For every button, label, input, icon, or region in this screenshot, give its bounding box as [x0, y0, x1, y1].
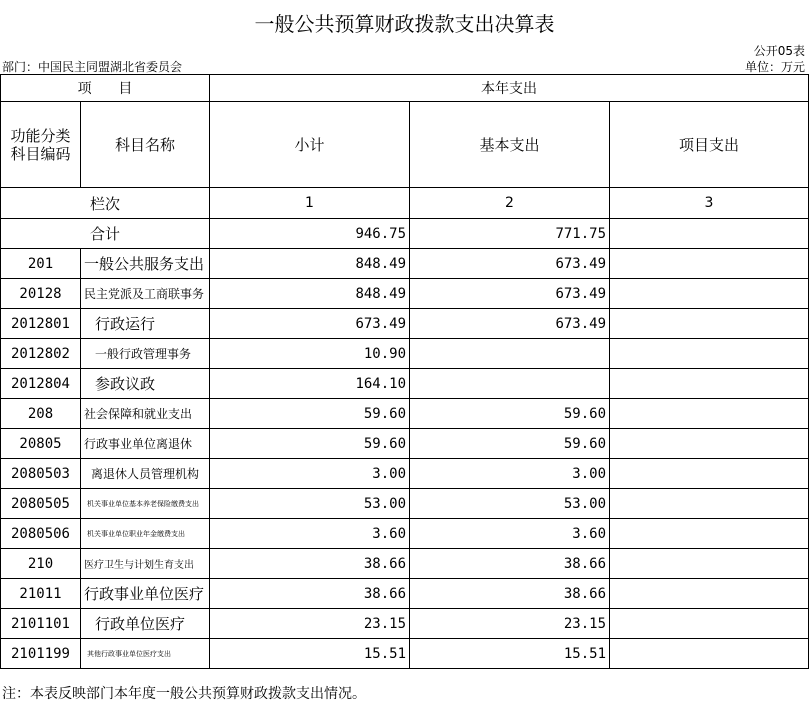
- row-basic: 59.60: [410, 399, 610, 429]
- row-name: 民主党派及工商联事务: [81, 279, 210, 309]
- header-subtotal: 小计: [210, 102, 410, 188]
- row-code: 2080503: [1, 459, 81, 489]
- row-code: 20128: [1, 279, 81, 309]
- row-project: [610, 309, 809, 339]
- row-project: [610, 519, 809, 549]
- row-subtotal: 10.90: [210, 339, 410, 369]
- table-row: [1, 519, 809, 549]
- table-row: [1, 399, 809, 429]
- row-name: 行政事业单位离退休: [81, 429, 210, 459]
- row-basic: 673.49: [410, 279, 610, 309]
- row-project: [610, 279, 809, 309]
- row-name: 医疗卫生与计划生育支出: [81, 549, 210, 579]
- row-project: [610, 249, 809, 279]
- total-subtotal: 946.75: [210, 219, 410, 249]
- row-code: 201: [1, 249, 81, 279]
- row-name: 行政运行: [81, 309, 210, 339]
- row-basic: 673.49: [410, 249, 610, 279]
- total-project: [610, 219, 809, 249]
- row-basic: 38.66: [410, 579, 610, 609]
- row-name: 行政单位医疗: [81, 609, 210, 639]
- row-project: [610, 639, 809, 669]
- table-row: [1, 459, 809, 489]
- row-subtotal: 673.49: [210, 309, 410, 339]
- header-name: 科目名称: [81, 102, 210, 188]
- row-subtotal: 3.60: [210, 519, 410, 549]
- row-name: 机关事业单位职业年金缴费支出: [81, 519, 210, 549]
- table-row: [1, 279, 809, 309]
- row-basic: 23.15: [410, 609, 610, 639]
- row-code: 210: [1, 549, 81, 579]
- row-name: 机关事业单位基本养老保险缴费支出: [81, 489, 210, 519]
- row-code: 2012801: [1, 309, 81, 339]
- row-basic: 15.51: [410, 639, 610, 669]
- row-subtotal: 59.60: [210, 399, 410, 429]
- table-row: [1, 429, 809, 459]
- row-project: [610, 429, 809, 459]
- row-project: [610, 339, 809, 369]
- row-project: [610, 579, 809, 609]
- row-project: [610, 459, 809, 489]
- row-basic: 3.60: [410, 519, 610, 549]
- row-code: 2101101: [1, 609, 81, 639]
- row-code: 2080506: [1, 519, 81, 549]
- col-number-1: 1: [210, 188, 410, 219]
- row-project: [610, 489, 809, 519]
- row-name: 其他行政事业单位医疗支出: [81, 639, 210, 669]
- header-item: 项 目: [1, 75, 210, 102]
- row-subtotal: 38.66: [210, 549, 410, 579]
- row-code: 2080505: [1, 489, 81, 519]
- unit-label: 单位：万元: [744, 60, 805, 74]
- row-basic: [410, 369, 610, 399]
- row-name: 一般公共服务支出: [81, 249, 210, 279]
- table-row: [1, 339, 809, 369]
- row-basic: 59.60: [410, 429, 610, 459]
- row-project: [610, 609, 809, 639]
- row-code: 2012802: [1, 339, 81, 369]
- row-project: [610, 549, 809, 579]
- table-row: [1, 549, 809, 579]
- row-subtotal: 38.66: [210, 579, 410, 609]
- row-name: 离退休人员管理机构: [81, 459, 210, 489]
- row-subtotal: 59.60: [210, 429, 410, 459]
- header-code: 功能分类 科目编码: [1, 102, 81, 188]
- row-name: 社会保障和就业支出: [81, 399, 210, 429]
- row-code: 208: [1, 399, 81, 429]
- row-basic: [410, 339, 610, 369]
- row-basic: 3.00: [410, 459, 610, 489]
- table-row: [1, 639, 809, 669]
- table-row: [1, 609, 809, 639]
- header-basic: 基本支出: [410, 102, 610, 188]
- row-subtotal: 23.15: [210, 609, 410, 639]
- department-label: 部门：中国民主同盟湖北省委员会: [2, 60, 183, 74]
- col-number-2: 2: [410, 188, 610, 219]
- row-project: [610, 369, 809, 399]
- row-subtotal: 53.00: [210, 489, 410, 519]
- header-current-year: 本年支出: [210, 75, 809, 102]
- row-subtotal: 848.49: [210, 279, 410, 309]
- row-subtotal: 848.49: [210, 249, 410, 279]
- expenditure-table: [0, 74, 809, 669]
- table-row: [1, 489, 809, 519]
- footnote: 注：本表反映部门本年度一般公共预算财政拨款支出情况。: [2, 686, 366, 702]
- row-subtotal: 164.10: [210, 369, 410, 399]
- row-code: 2101199: [1, 639, 81, 669]
- row-code: 2012804: [1, 369, 81, 399]
- row-project: [610, 399, 809, 429]
- lanci-label: 栏次: [1, 188, 210, 219]
- total-label: 合计: [1, 219, 210, 249]
- table-row: [1, 579, 809, 609]
- row-subtotal: 3.00: [210, 459, 410, 489]
- row-basic: 673.49: [410, 309, 610, 339]
- row-subtotal: 15.51: [210, 639, 410, 669]
- row-basic: 38.66: [410, 549, 610, 579]
- row-basic: 53.00: [410, 489, 610, 519]
- header-project: 项目支出: [610, 102, 809, 188]
- table-row: [1, 309, 809, 339]
- page-title: 一般公共预算财政拨款支出决算表: [254, 12, 555, 36]
- row-code: 21011: [1, 579, 81, 609]
- col-number-3: 3: [610, 188, 809, 219]
- row-name: 行政事业单位医疗: [81, 579, 210, 609]
- row-code: 20805: [1, 429, 81, 459]
- row-name: 一般行政管理事务: [81, 339, 210, 369]
- form-number: 公开05表: [753, 44, 805, 58]
- table-row: [1, 249, 809, 279]
- total-basic: 771.75: [410, 219, 610, 249]
- row-name: 参政议政: [81, 369, 210, 399]
- table-row: [1, 369, 809, 399]
